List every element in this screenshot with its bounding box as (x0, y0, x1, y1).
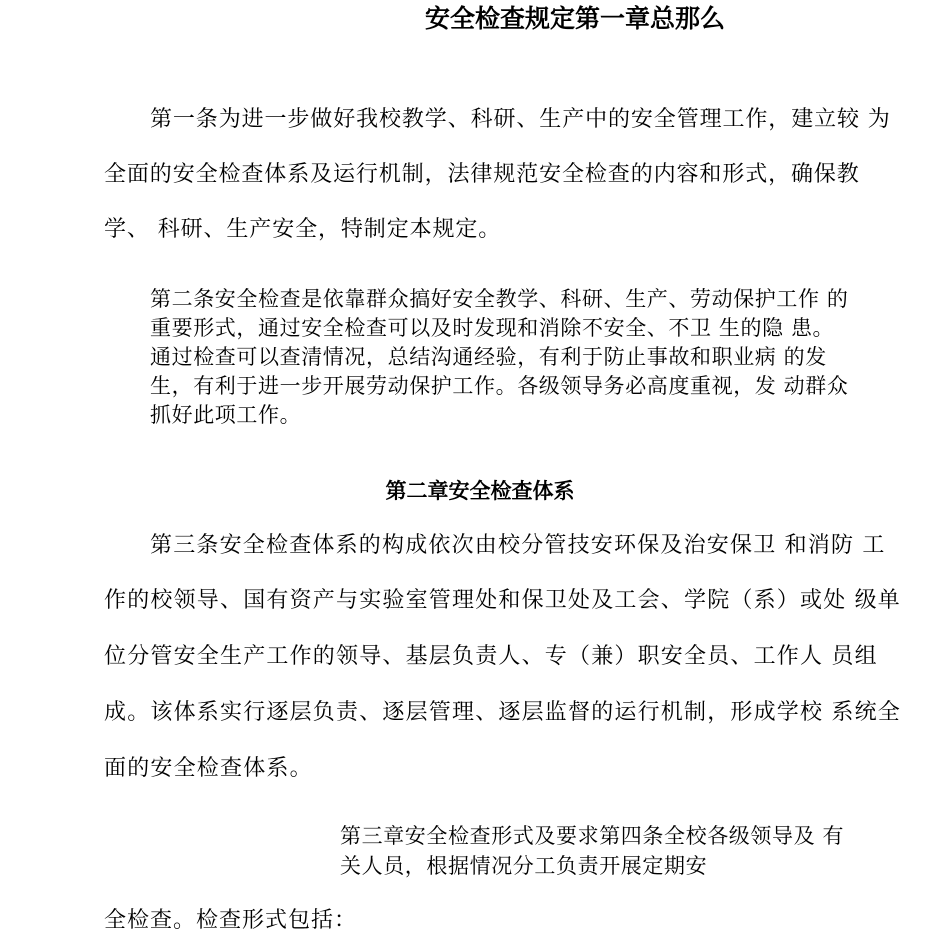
chapter2-heading: 第二章安全检查体系 (385, 478, 575, 503)
article3-line-2: 作的校领导、国有资产与实验室管理处和保卫处及工会、学院（系）或处 级单 (104, 588, 901, 613)
article2-line-5: 抓好此项工作。 (150, 403, 302, 427)
article2-line-4: 生，有利于进一步开展劳动保护工作。各级领导务必高度重视，发 动群众 (150, 374, 849, 398)
article4-continuation: 全检查。检查形式包括： (104, 908, 358, 933)
article3-line-4: 成。该体系实行逐层负责、逐层管理、逐层监督的运行机制，形成学校 系统全 (104, 700, 901, 725)
article3-line-1: 第三条安全检查体系的构成依次由校分管技安环保及治安保卫 和消防 工 (150, 533, 886, 558)
document-title: 安全检查规定第一章总那么 (424, 4, 725, 33)
chapter3-line-1: 第三章安全检查形式及要求第四条全校各级领导及 有 (340, 824, 845, 848)
article1-line-1: 第一条为进一步做好我校教学、科研、生产中的安全管理工作，建立较 为 (150, 107, 891, 132)
article3-line-5: 面的安全检查体系。 (104, 756, 313, 781)
article2-line-2: 重要形式，通过安全检查可以及时发现和消除不安全、不卫 生的隐 患。 (150, 316, 835, 340)
article3-line-3: 位分管安全生产工作的领导、基层负责人、专（兼）职安全员、工作人 员组 (104, 644, 878, 669)
chapter3-line-2: 关人员，根据情况分工负责开展定期安 (340, 854, 708, 878)
article2-line-3: 通过检查可以查清情况，总结沟通经验，有利于防止事故和职业病 的发 (150, 345, 827, 369)
article1-line-2: 全面的安全检查体系及运行机制，法律规范安全检查的内容和形式，确保教 (104, 162, 860, 187)
article1-line-3: 学、 科研、生产安全，特制定本规定。 (104, 217, 502, 242)
article2-line-1: 第二条安全检查是依靠群众搞好安全教学、科研、生产、劳动保护工作 的 (150, 287, 849, 311)
